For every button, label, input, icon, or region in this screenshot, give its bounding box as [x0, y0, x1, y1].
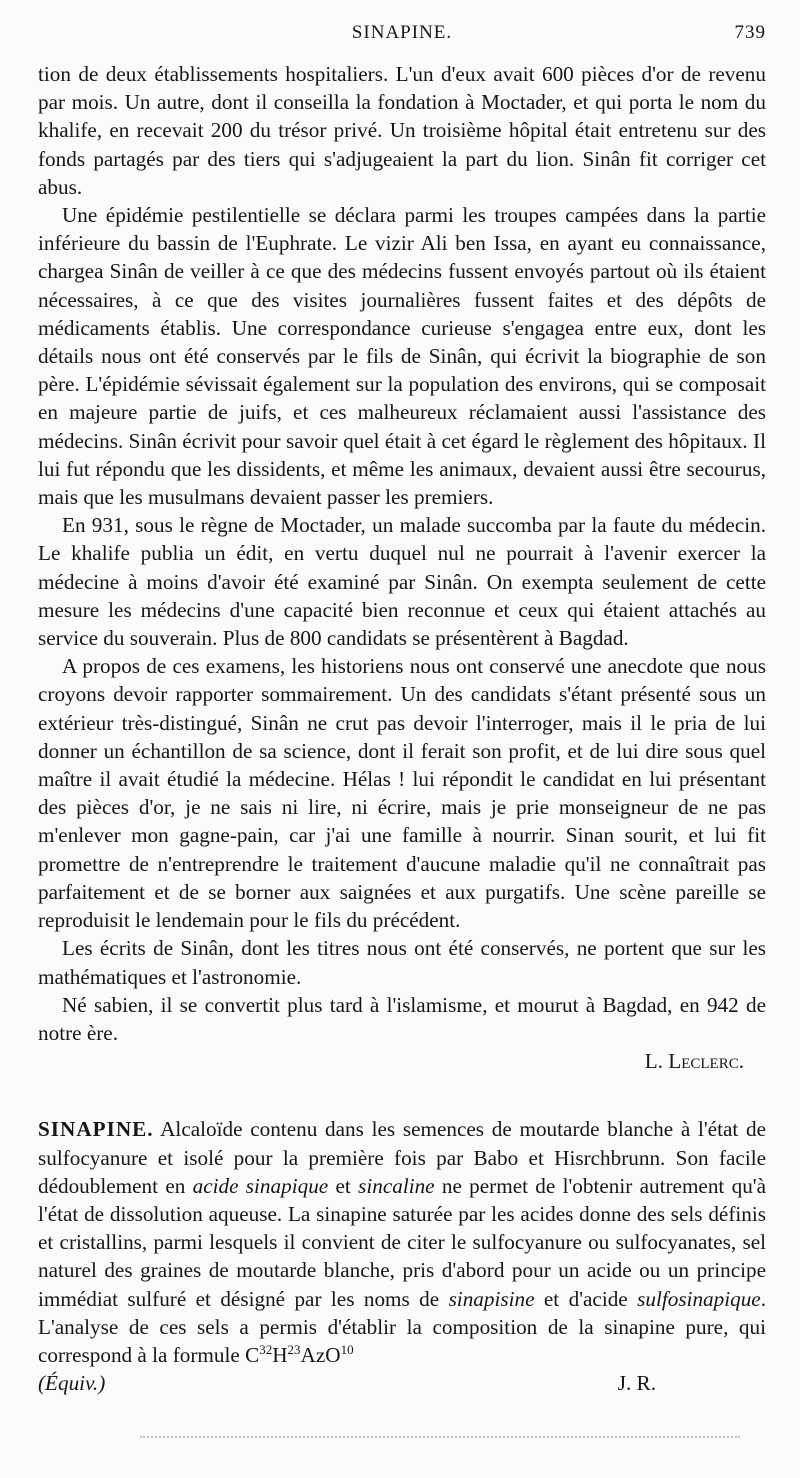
paragraph: Une épidémie pestilentielle se déclara parmi les troupes campées dans la partie inférieure du bassin de l'Euphrate. Le vizir Ali ben Issa, en ayant eu connaissance, chargea Sinân de veiller à ce que des médecins fussent envoyés partout où ils étaient nécessaires, à ce que des visites journalières fussent faites et des dépôts de médicaments établis. Une correspondance curieuse s'engagea entre eux, dont les détails nous ont été conservés par le fils de Sinân, qui écrivit la biographie de son père. L'épidémie sévissait également sur la population des environs, qui se composait en majeure partie de juifs, et ces malheureux réclamaient aussi l'assistance des médecins. Sinân écrivit pour savoir quel était à cet égard le règlement des hôpitaux. Il lui fut répondu que les dissidents, et même les animaux, devaient aussi être secourus, mais que les musulmans devaient passer les premiers. [38, 203, 766, 510]
running-title: SINAPINE. [351, 22, 453, 43]
paragraph: A propos de ces examens, les historiens nous ont conservé une anecdote que nous croyons devoir rapporter sommairement. Un des candidats s'étant présenté sous un extérieur très-distingué, Sinân ne crut pas devoir l'interroger, mais il le pria de lui donner un échantillon de sa science, dont il ferait son profit, et de lui dire sous quel maître il avait étudié la médecine. Hélas ! lui répondit le candidat en lui présentant des pièces d'or, je ne sais ni lire, ni écrire, mais je prie monseigneur de ne pas m'enlever mon gagne-pain, car j'ai une famille à nourrir. Sinan sourit, et lui fit promettre de n'entreprendre le traitement d'aucune maladie qu'il ne connaîtrait pas parfaitement et de se borner aux saignées et aux purgatifs. Une scène pareille se reproduisit le lendemain pour le fils du précédent. [38, 654, 766, 933]
article-body [38, 60, 766, 1397]
running-header [38, 22, 766, 60]
paragraph: En 931, sous le règne de Moctader, un malade succomba par la faute du médecin. Le khalife publia un édit, en vertu duquel nul ne pourrait à l'avenir exercer la médecine à moins d'avoir été examiné par Sinân. On exempta seulement de cette mesure les médecins d'une capacité bien reconnue et ceux qui étaient attachés au service du souverain. Plus de 800 candidats se présentèrent à Bagdad. [38, 513, 766, 651]
entry-text: Alcaloïde contenu dans les semences de moutarde blanche à l'état de sulfocyanure et isolé pour la première fois par Babo et Hisrchbrunn. Son facile dédoublement en [38, 1117, 766, 1198]
term: sinapisine [448, 1286, 535, 1311]
signature-line [38, 1047, 766, 1075]
paragraph: Né sabien, il se convertit plus tard à l'islamisme, et mourut à Bagdad, en 942 de notre ère. [38, 992, 766, 1045]
author-signature: L. Leclerc. [644, 1049, 744, 1074]
paragraph: Les écrits de Sinân, dont les titres nous ont été conservés, ne portent que sur les mathématiques et l'astronomie. [38, 936, 766, 989]
entry-sinapine [38, 1115, 766, 1369]
formula-note-line [38, 1369, 766, 1397]
entry-text: et [335, 1173, 351, 1198]
page-number: 739 [734, 22, 766, 43]
entry-text: et d'acide [543, 1286, 628, 1311]
paragraph: tion de deux établissements hospitaliers. L'un d'eux avait 600 pièces d'or de revenu par mois. Un autre, dont il conseilla la fondation à Moctader, et qui porta le nom du khalife, en recevait 200 du trésor privé. Un troisième hôpital était entretenu sur des fonds partagés par des tiers qui s'adjugeaient la part du lion. Sinân fit corriger cet abus. [38, 62, 766, 199]
page [38, 22, 766, 1397]
term: sulfosinapique [637, 1286, 761, 1311]
chemical-formula: $C^{32}H^{23}AzO^{10}$ [245, 1341, 354, 1367]
entry-text: . L'analyse de ces sels a permis d'établir la composition de la sinapine pure, qui correspond à la formule [38, 1286, 767, 1367]
entry-headword: SINAPINE. [38, 1117, 154, 1142]
scan-artifact [140, 1436, 740, 1440]
term: acide sinapique [192, 1173, 329, 1198]
author-initials: J. R. [617, 1371, 656, 1396]
equivalent-note: (Équiv.) [38, 1371, 106, 1396]
entry-text: ne permet de l'obtenir autrement qu'à l'état de dissolution aqueuse. La sinapine saturée par les acides donne des sels définis et cristallins, parmi lesquels il convient de citer le sulfocyanure ou sulfocyanates, sel naturel des graines de moutarde blanche, pris d'abord pour un acide ou un principe immédiat sulfuré et désigné par les noms de [38, 1173, 767, 1311]
term: sincaline [358, 1173, 435, 1198]
